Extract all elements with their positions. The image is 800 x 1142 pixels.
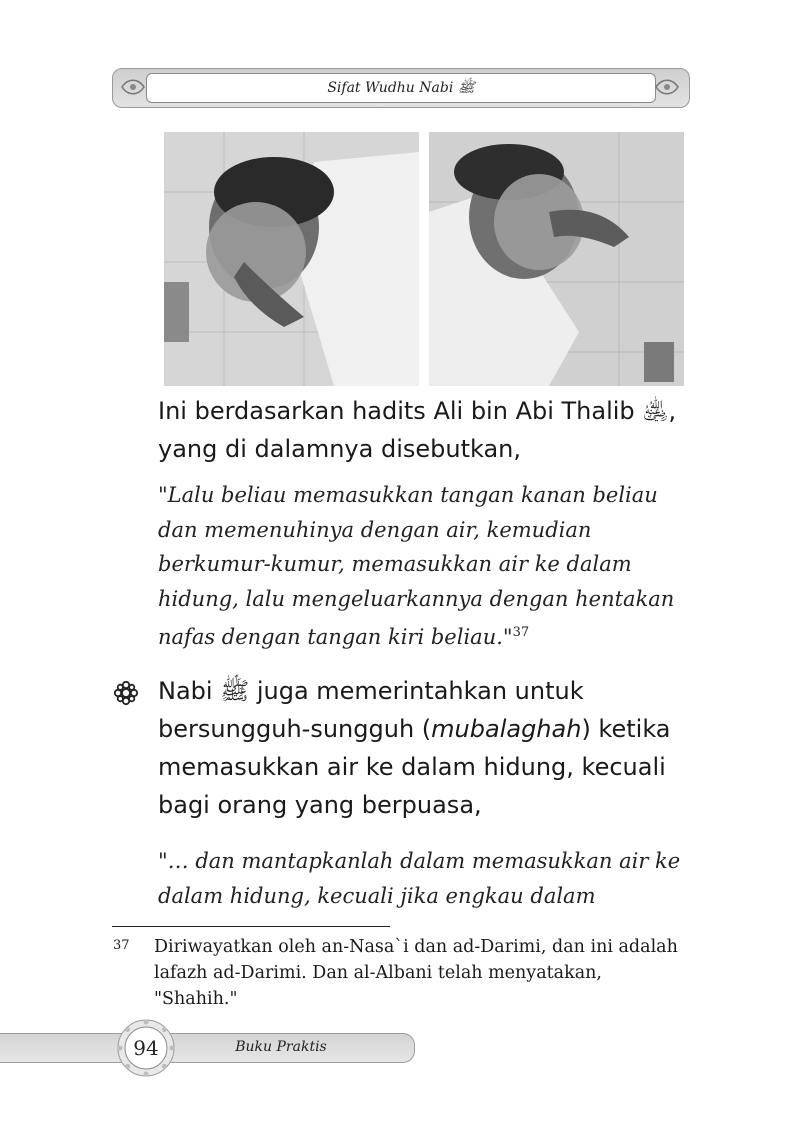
footnote-divider [112, 926, 390, 927]
page-number: 94 [133, 1036, 159, 1060]
hadith-quote-1-text: "Lalu beliau memasukkan tangan kanan beliau dan memenuhinya dengan air, kemudian berkumur-kumur, memasukkan air ke dalam hidung, lalu mengeluarkannya dengan hentakan nafas dengan tangan kiri beliau." [158, 483, 675, 649]
para2-before: Nabi ﷺ juga memerintahkan untuk bersungguh-sungguh ( [158, 677, 584, 743]
para2-after: ) ketika memasukkan air ke dalam hidung, kecuali bagi orang yang berpuasa, [158, 715, 671, 819]
man-rinsing-nose-photo-icon [429, 132, 684, 386]
running-header-title: Sifat Wudhu Nabi ﷺ [146, 73, 656, 103]
para2-italic-term: mubalaghah [431, 715, 582, 743]
man-rinsing-mouth-photo-icon [164, 132, 419, 386]
photo-rinsing-nose [429, 132, 684, 386]
footer-book-title: Buku Praktis [235, 1039, 327, 1055]
floral-ornament-right-icon [654, 74, 680, 100]
flower-bullet-icon [113, 680, 139, 706]
hadith-quote-1 [158, 478, 688, 655]
body-paragraph-1: Ini berdasarkan hadits Ali bin Abi Thalib ﵁, yang di dalamnya disebutkan, [158, 397, 677, 463]
footnote-text: Diriwayatkan oleh an-Nasa`i dan ad-Darimi, dan ini adalah lafazh ad-Darimi. Dan al-Albani telah menyatakan, "Shahih." [154, 937, 678, 1009]
body-paragraph-2 [158, 672, 688, 824]
hadith-quote-2: "… dan mantapkanlah dalam memasukkan air ke dalam hidung, kecuali jika engkau dalam [158, 849, 681, 908]
footnote-number: 37 [113, 938, 130, 953]
footnote-ref[interactable]: 37 [512, 625, 530, 640]
photo-rinsing-mouth [164, 132, 419, 386]
floral-ornament-left-icon [120, 74, 146, 100]
